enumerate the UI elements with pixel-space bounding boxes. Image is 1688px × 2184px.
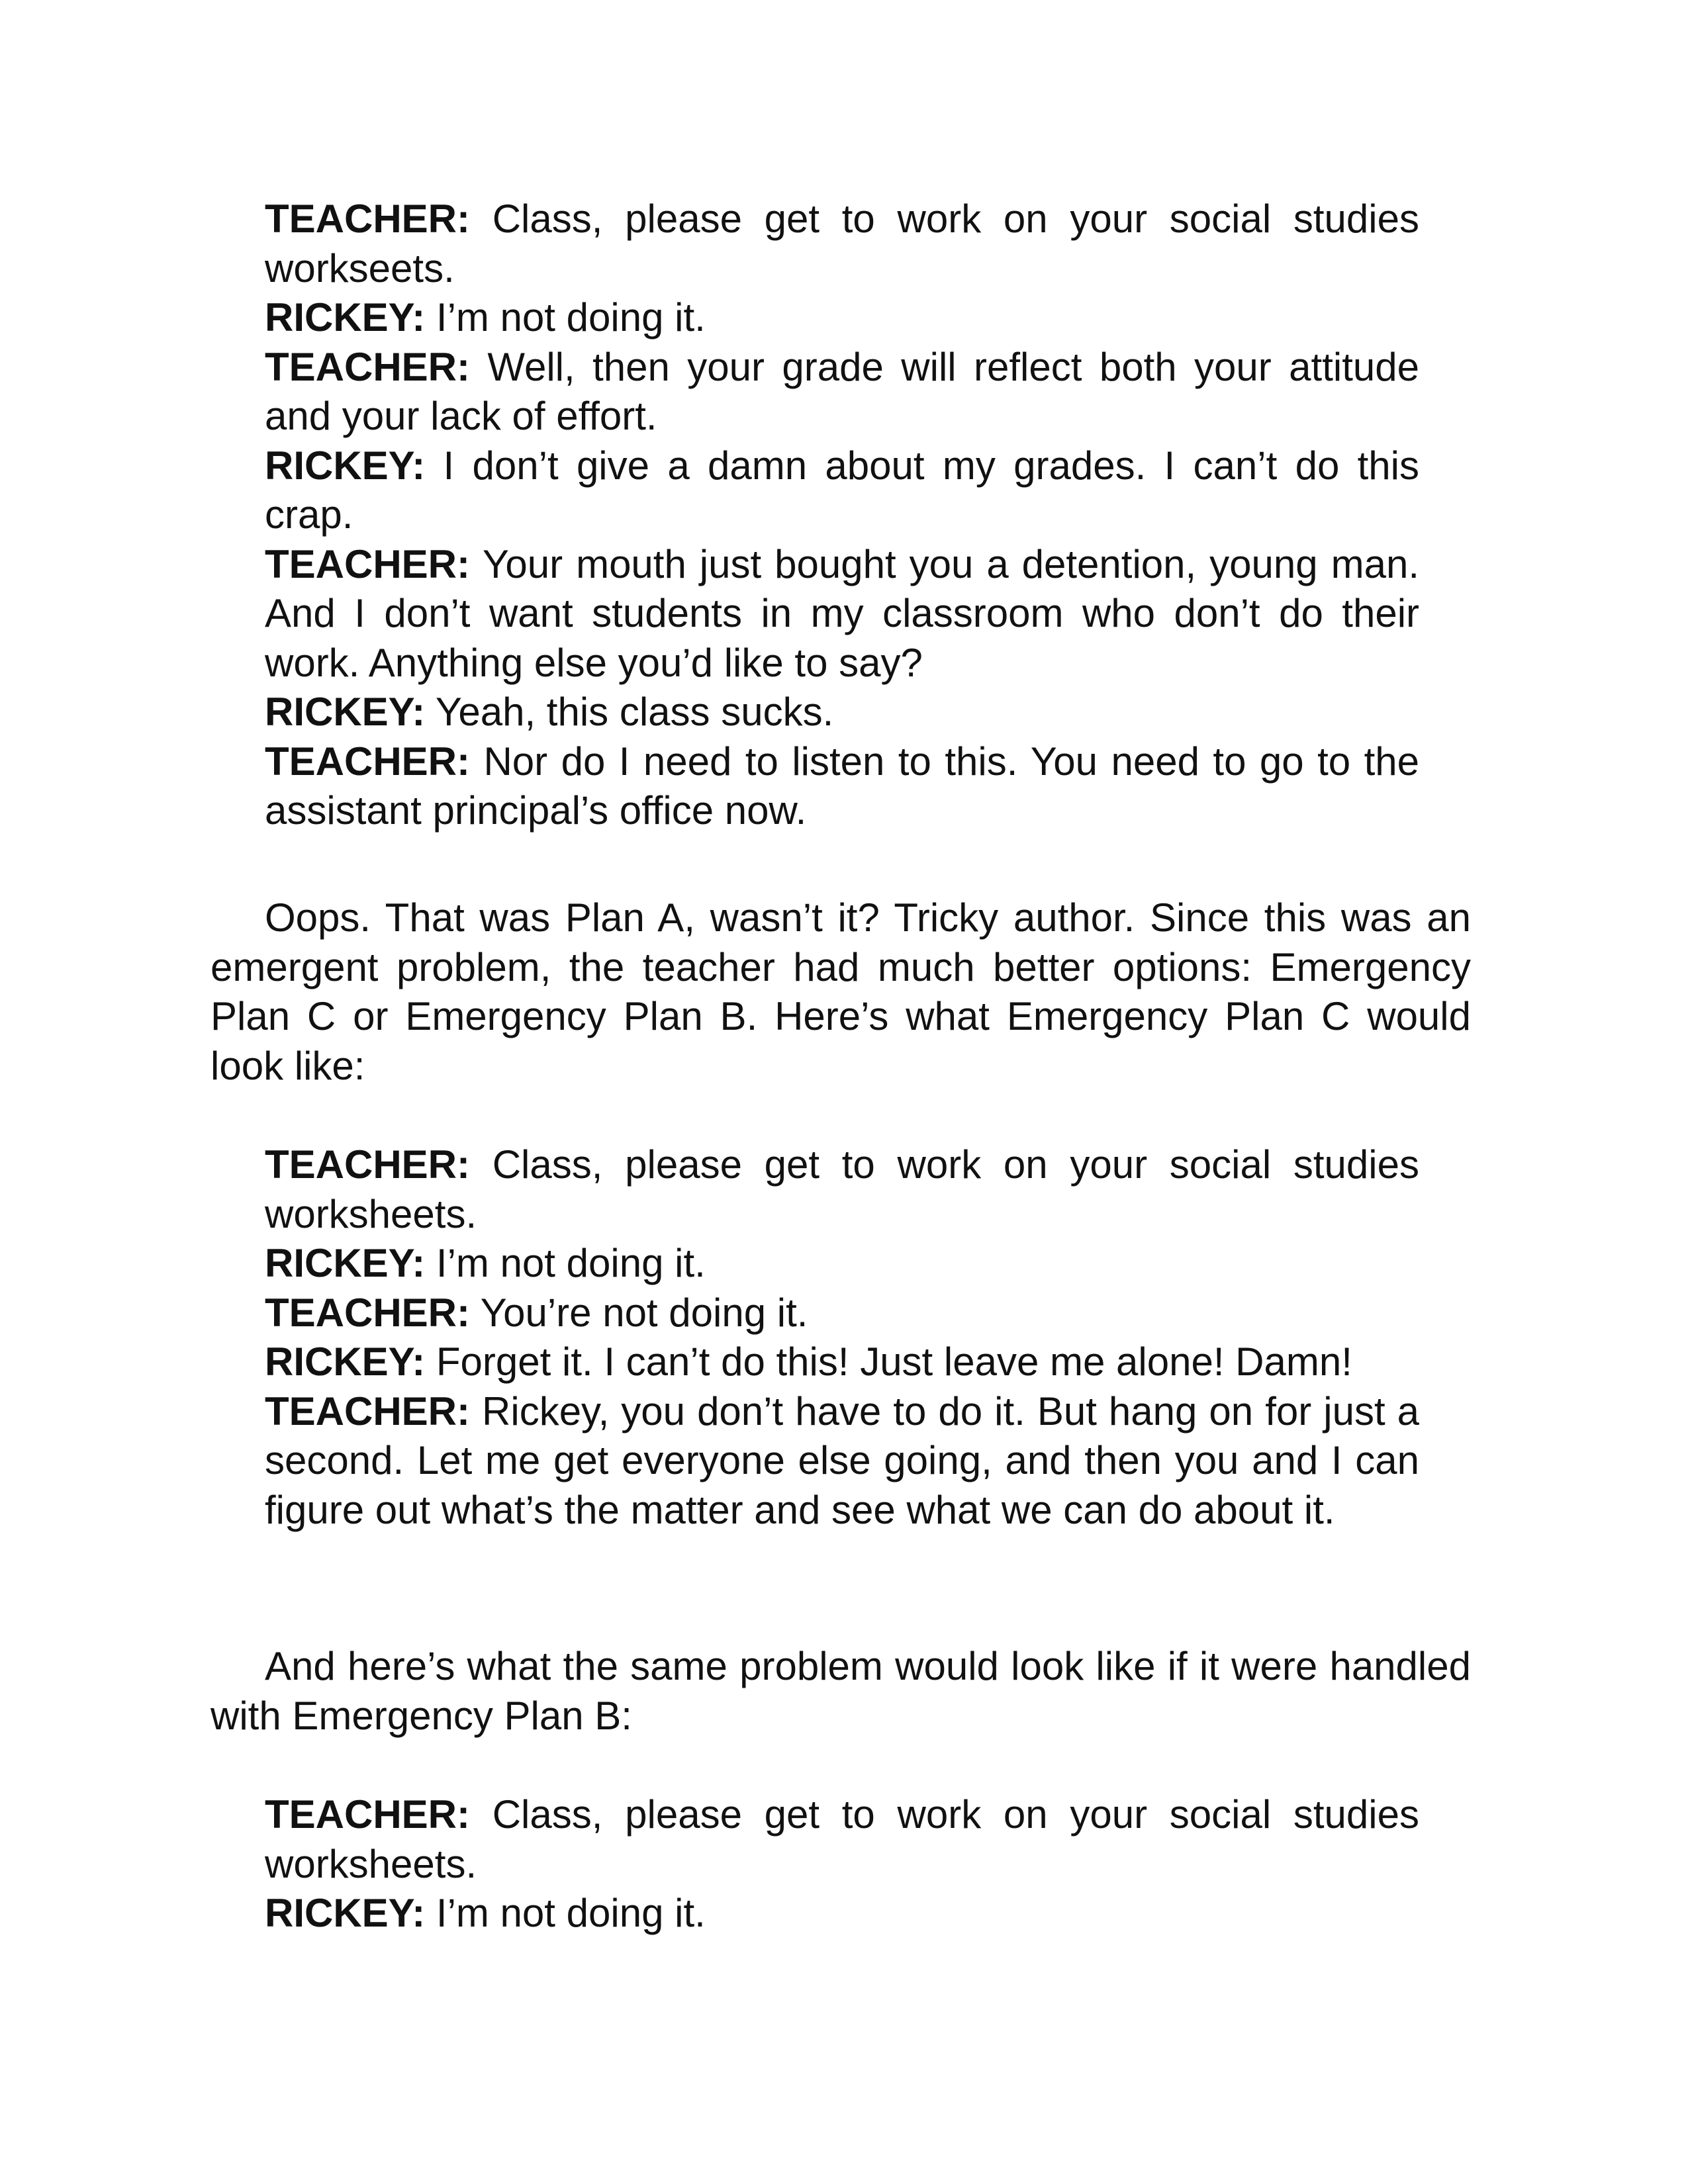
speaker-label: RICKEY: [265,1241,426,1285]
dialogue-text: Forget it. I can’t do this! Just leave me alone! Damn! [436,1340,1352,1384]
dialogue-line [265,1239,1419,1289]
speaker-label: TEACHER: [265,197,470,241]
dialogue-line [265,1140,1419,1239]
dialogue-line [265,737,1419,836]
dialogue-line [265,540,1419,688]
dialogue-line [265,1338,1419,1387]
dialogue-line [265,1889,1419,1938]
dialogue-line [265,1790,1419,1889]
speaker-label: TEACHER: [265,1388,470,1433]
speaker-label: RICKEY: [265,295,426,340]
speaker-label: RICKEY: [265,443,426,488]
dialogue-text: You’re not doing it. [480,1290,808,1335]
dialogue-text: Nor do I need to listen to this. You need to go to the assistant principal’s office now. [265,739,1420,833]
body-paragraph: Oops. That was Plan A, wasn’t it? Tricky author. Since this was an emergent problem, the teacher had much better options: Emergency Plan C or Emergency Plan B. Here’s what Emergency Plan C would look like: [211,895,1471,1088]
speaker-label: TEACHER: [265,344,470,389]
dialogue-text: Class, please get to work on your social studies workseets. [265,197,1419,291]
dialogue-block-plan-c [265,1140,1419,1535]
speaker-label: RICKEY: [265,1340,426,1384]
body-paragraph: And here’s what the same problem would look like if it were handled with Emergency Plan B: [211,1644,1471,1738]
dialogue-line [265,441,1419,540]
dialogue-text: I’m not doing it. [436,295,706,340]
dialogue-text: I’m not doing it. [436,1241,706,1285]
dialogue-text: Your mouth just bought you a detention, young man. And I don’t want students in my classroom who don’t do their work. Anything else you’d like to say? [265,541,1419,685]
dialogue-text: Well, then your grade will reflect both your attitude and your lack of effort. [265,344,1419,438]
dialogue-line [265,1387,1419,1535]
speaker-label: RICKEY: [265,690,426,734]
dialogue-line [265,343,1419,441]
speaker-label: TEACHER: [265,1792,470,1837]
dialogue-block-plan-b [265,1790,1419,1938]
dialogue-line [265,195,1419,293]
dialogue-line [265,688,1419,737]
speaker-label: TEACHER: [265,541,470,586]
speaker-label: TEACHER: [265,1290,470,1335]
speaker-label: RICKEY: [265,1891,426,1935]
dialogue-text: Yeah, this class sucks. [435,690,834,734]
speaker-label: TEACHER: [265,1142,470,1187]
dialogue-block-plan-a [265,195,1419,836]
dialogue-line [265,293,1419,343]
dialogue-text: Rickey, you don’t have to do it. But hang on for just a second. Let me get everyone else going, and then you and I can figure out what’s the matter and see what we can do about it. [265,1388,1420,1532]
dialogue-text: I don’t give a damn about my grades. I can’t do this crap. [265,443,1419,537]
dialogue-text: Class, please get to work on your social studies worksheets. [265,1792,1419,1886]
dialogue-text: Class, please get to work on your social studies worksheets. [265,1142,1419,1236]
dialogue-text: I’m not doing it. [436,1891,706,1935]
speaker-label: TEACHER: [265,739,470,784]
dialogue-line [265,1289,1419,1338]
